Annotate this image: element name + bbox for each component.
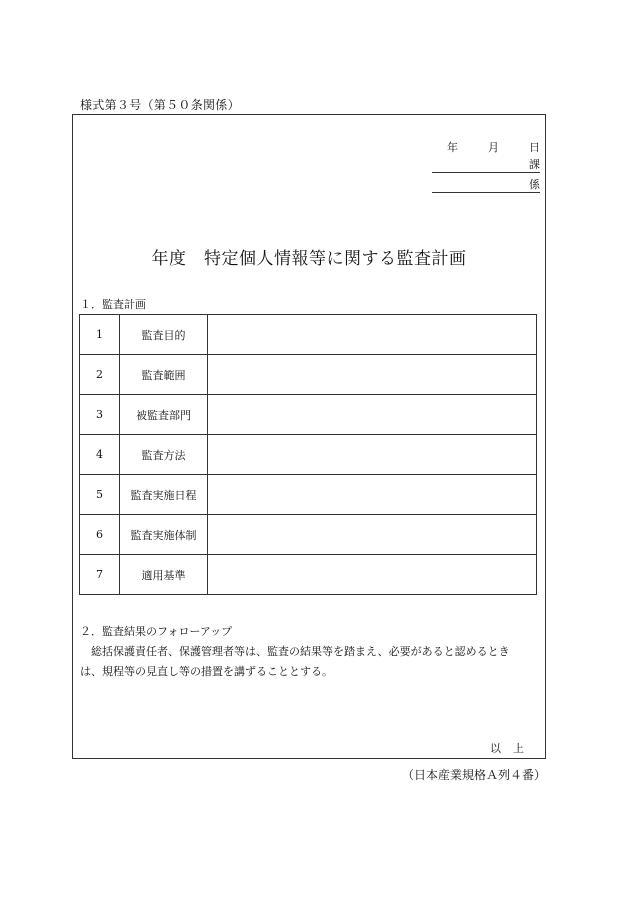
row-item: 適用基準 — [120, 555, 208, 595]
row-item: 監査範囲 — [120, 355, 208, 395]
row-item: 監査実施日程 — [120, 475, 208, 515]
end-mark: 以上 — [490, 742, 536, 755]
section-kakari-line: 係 — [432, 178, 540, 193]
row-number: 7 — [80, 555, 120, 595]
table-row — [80, 475, 537, 515]
row-content[interactable] — [208, 395, 537, 435]
document-title: 年度 特定個人情報等に関する監査計画 — [151, 249, 467, 269]
row-content[interactable] — [208, 515, 537, 555]
followup-body-line2: は、規程等の見直し等の措置を講ずることとする。 — [80, 665, 333, 678]
row-number: 3 — [80, 395, 120, 435]
row-item: 被監査部門 — [120, 395, 208, 435]
date-day-label: 日 — [529, 141, 540, 154]
table-row — [80, 435, 537, 475]
row-content[interactable] — [208, 355, 537, 395]
form-number: 様式第３号（第５０条関係） — [80, 98, 240, 112]
table-row — [80, 315, 537, 355]
date-line — [417, 139, 540, 155]
row-item: 監査実施体制 — [120, 515, 208, 555]
followup-body-line1: 総括保護責任者、保護管理者等は、監査の結果等を踏まえ、必要があると認めるとき — [91, 645, 510, 658]
row-content[interactable] — [208, 555, 537, 595]
table-row — [80, 355, 537, 395]
row-item: 監査目的 — [120, 315, 208, 355]
date-month-label: 月 — [488, 141, 499, 154]
audit-plan-table — [79, 314, 537, 595]
row-number: 1 — [80, 315, 120, 355]
row-number: 2 — [80, 355, 120, 395]
section1-heading: １．監査計画 — [80, 298, 146, 311]
row-number: 6 — [80, 515, 120, 555]
table-row — [80, 515, 537, 555]
table-row — [80, 395, 537, 435]
row-content[interactable] — [208, 435, 537, 475]
row-content[interactable] — [208, 315, 537, 355]
paper-size-note: （日本産業規格Ａ列４番） — [401, 768, 546, 782]
row-content[interactable] — [208, 475, 537, 515]
row-number: 4 — [80, 435, 120, 475]
row-number: 5 — [80, 475, 120, 515]
row-item: 監査方法 — [120, 435, 208, 475]
table-row — [80, 555, 537, 595]
date-year-label: 年 — [447, 141, 458, 154]
section2-heading: ２．監査結果のフォローアップ — [80, 625, 233, 638]
section-ka-line: 課 — [432, 158, 540, 173]
